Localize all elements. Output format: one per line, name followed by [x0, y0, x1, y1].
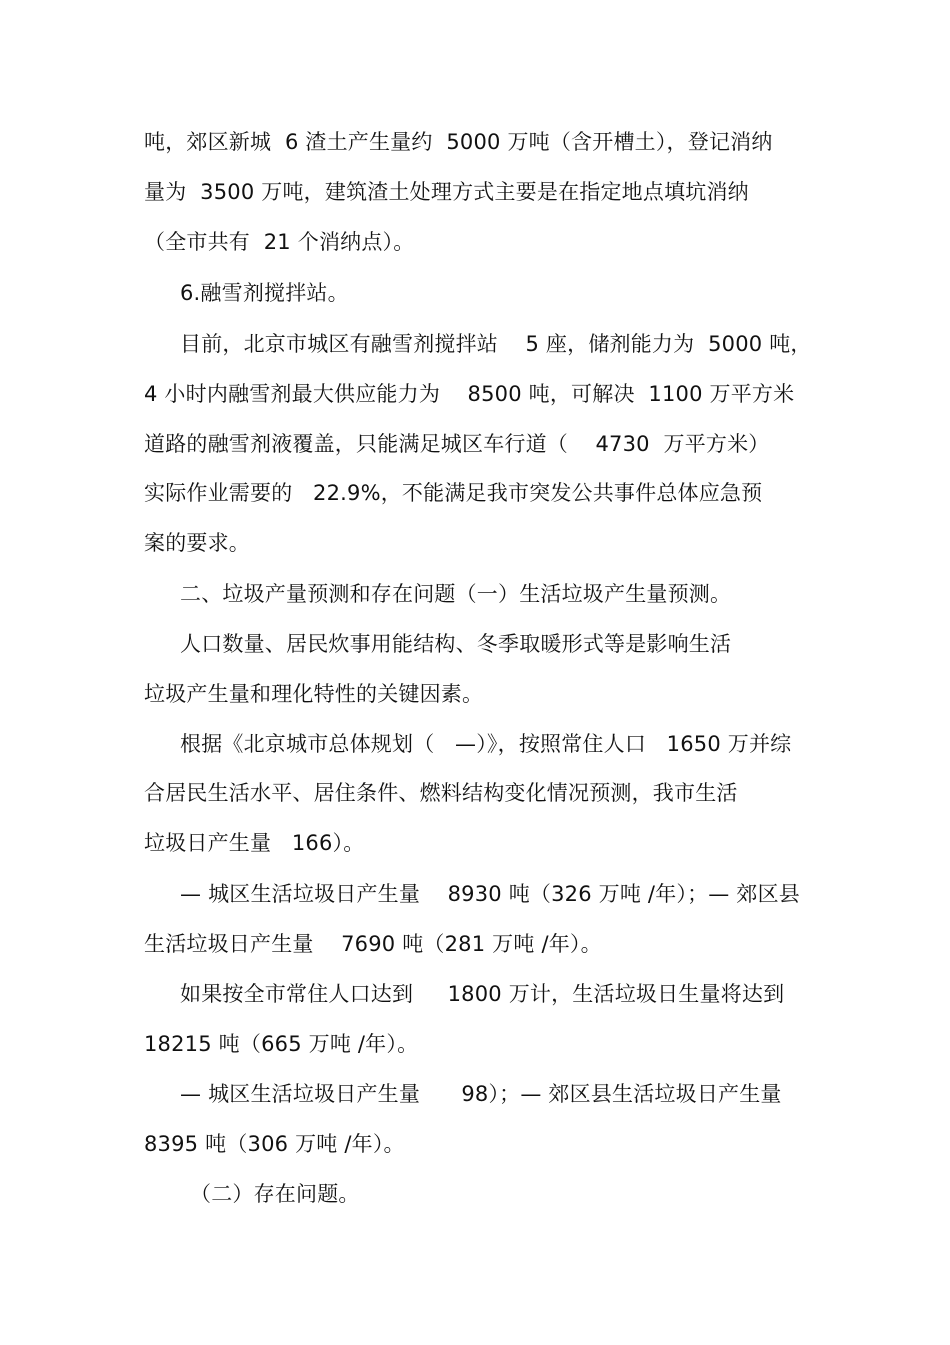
text-line-2: 量为 3500 万吨，建筑渣土处理方式主要是在指定地点填坑消纳	[144, 180, 749, 204]
text-line-20: — 城区生活垃圾日产生量 98）；— 郊区县生活垃圾日产生量	[180, 1082, 782, 1106]
text-line-17: 生活垃圾日产生量 7690 吨（281 万吨 /年）。	[144, 932, 602, 956]
text-line-19: 18215 吨（665 万吨 /年）。	[144, 1032, 419, 1056]
section-heading-waste-forecast: 二、垃圾产量预测和存在问题（一）生活垃圾产生量预测。	[180, 582, 732, 606]
text-line-3: （全市共有 21 个消纳点）。	[144, 230, 415, 254]
text-line-8: 实际作业需要的 22.9%，不能满足我市突发公共事件总体应急预	[144, 481, 763, 505]
text-line-21: 8395 吨（306 万吨 /年）。	[144, 1132, 405, 1156]
text-line-7: 道路的融雪剂液覆盖，只能满足城区车行道（ 4730 万平方米）	[144, 432, 770, 456]
section-heading-existing-problems: （二）存在问题。	[190, 1182, 360, 1206]
text-line-12: 垃圾产生量和理化特性的关键因素。	[144, 682, 484, 706]
text-line-5: 目前，北京市城区有融雪剂搅拌站 5 座，储剂能力为 5000 吨，	[180, 332, 812, 356]
text-line-14: 合居民生活水平、居住条件、燃料结构变化情况预测，我市生活	[144, 781, 738, 805]
text-line-1: 吨，郊区新城 6 渣土产生量约 5000 万吨（含开槽土），登记消纳	[144, 130, 773, 154]
text-line-9: 案的要求。	[144, 531, 250, 555]
text-line-16: — 城区生活垃圾日产生量 8930 吨（326 万吨 /年）；— 郊区县	[180, 882, 800, 906]
section-heading-snow-melting: 6.融雪剂搅拌站。	[180, 281, 349, 305]
text-line-15: 垃圾日产生量 166）。	[144, 831, 365, 855]
text-line-13: 根据《北京城市总体规划（ —）》，按照常住人口 1650 万并综	[180, 732, 792, 756]
text-line-6: 4 小时内融雪剂最大供应能力为 8500 吨，可解决 1100 万平方米	[144, 382, 795, 406]
text-line-11: 人口数量、居民炊事用能结构、冬季取暖形式等是影响生活	[180, 632, 732, 656]
text-line-18: 如果按全市常住人口达到 1800 万计，生活垃圾日生量将达到	[180, 982, 785, 1006]
